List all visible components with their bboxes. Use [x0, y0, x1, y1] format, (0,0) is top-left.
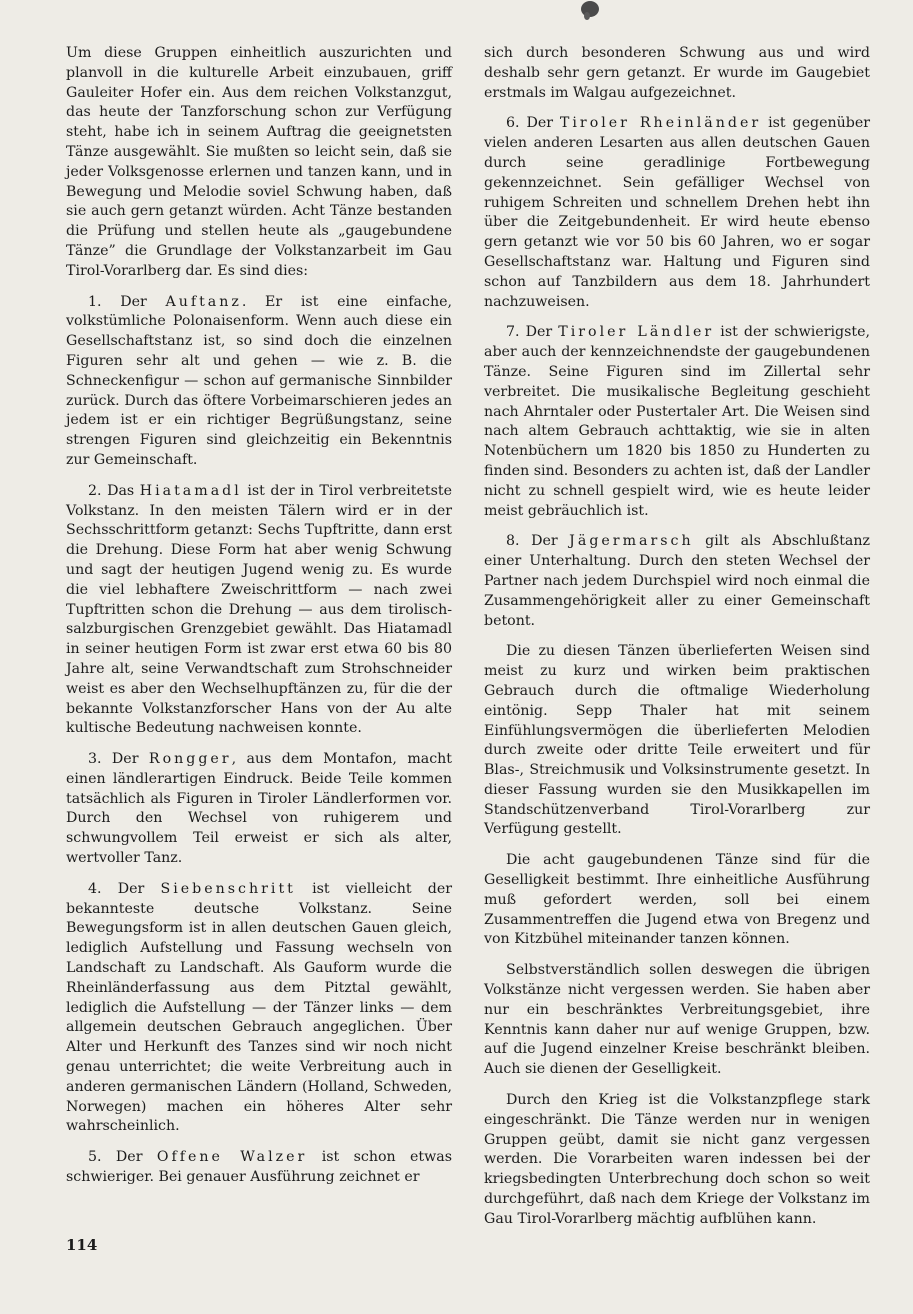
- paragraph-text: Um diese Gruppen einheitlich auszurichten und planvoll in die kulturelle Arbeit einzubauen, griff Gauleiter Hofer ein. Aus dem reichen Volkstanzgut, das heute der Tanzforschung schon zur Verfügung steht, habe ich in seinem Auftrag die geeignetsten Tänze ausgewählt. Sie mußten so leicht sein, daß sie jeder Volksgenosse erlernen und tanzen kann, und in Bewegung und Melodie soviel Schwung haben, daß sie auch gern getanzt würden. Acht Tänze bestanden die Prüfung und stellen heute als „gaugebundene Tänze” die Grundlage der Volkstanzarbeit im Gau Tirol-Vorarlberg dar. Es sind dies:: [66, 45, 452, 279]
- paragraph-text: ist vielleicht der bekannteste deutsche Volkstanz. Seine Bewegungsform ist in allen deutschen Gauen gleich, lediglich Aufstellung und Fassung wechseln von Landschaft zu Landschaft. Als Gauform wurde die Rheinländerfassung aus dem Pitztal gewählt, lediglich die Aufstellung — der Tänzer links — dem allgemein deutschen Gebrauch angeglichen. Über Alter und Herkunft des Tanzes sind wir noch nicht genau unterrichtet; die weite Verbreitung auch in anderen germanischen Ländern (Holland, Schweden, Norwegen) machen ein höheres Alter sehr wahrscheinlich.: [66, 880, 452, 1135]
- dance-name: Tiroler Ländler: [558, 324, 715, 341]
- paragraph-text: ist gegenüber vielen anderen Lesarten aus allen deutschen Gauen durch seine geradlinige Fortbewegung gekennzeichnet. Sein gefälliger Wechsel von ruhigem Schreiten und schnellem Drehen hebt ihn über die Zeitgebundenheit. Er wird heute ebenso gern getanzt wie vor 50 bis 60 Jahren, wo er sogar Gesellschaftstanz war. Haltung und Figuren sind schon auf Tanzbildern aus dem 18. Jahrhundert nachzuweisen.: [484, 115, 871, 310]
- paragraph-lead: 1. Der: [88, 293, 166, 310]
- melodies-paragraph: [484, 642, 870, 840]
- dance-laendler-paragraph: [484, 323, 870, 521]
- paragraph-text: Die zu diesen Tänzen überlieferten Weisen sind meist zu kurz und wirken beim praktischen Gebrauch durch die oftmalige Wiederholung eintönig. Sepp Thaler hat mit seinem Einfühlungsvermögen die überlieferten Melodien durch zweite oder dritte Teile erweitert und für Blas-, Streichmusik und Volksinstrumente gesetzt. In dieser Fassung wurden sie den Musikkapellen im Standschützenverband Tirol-Vorarlberg zur Verfügung gestellt.: [484, 643, 870, 838]
- paragraph-text: ist der in Tirol verbreitetste Volkstanz. In den meisten Tälern wird er in der Sechsschrittform getanzt: Sechs Tupftritte, dann erst die Drehung. Diese Form hat aber wenig Schwung und sagt der heutigen Jugend wenig zu. Es wurde die viel lebhaftere Zweischrittform — nach zwei Tupftritten schon die Drehung — aus dem tirolisch-salzburgischen Grenzgebiet gewählt. Das Hiatamadl in seiner heutigen Form ist zwar erst etwa 60 bis 80 Jahre alt, seine Verwandtschaft zum Strohschneider weist es aber den Wechselhupftänzen zu, für die der bekannte Volkstanzforscher Hans von der Au alte kultische Bedeutung nachweisen konnte.: [66, 482, 452, 737]
- dance-name: Siebenschritt: [160, 880, 296, 897]
- paragraph-text: ist schon etwas schwieriger. Bei genauer Ausführung zeichnet er: [66, 1149, 453, 1186]
- dance-name: Hiatamadl: [139, 482, 242, 499]
- left-column: [66, 44, 452, 1199]
- war-paragraph: [484, 1091, 870, 1230]
- paragraph-text: gilt als Abschlußtanz einer Unterhaltung. Durch den steten Wechsel der Partner nach jedem Durchspiel wird noch einmal die Zusammengehörigkeit aller zu einer Gemeinschaft betont.: [484, 533, 871, 629]
- dance-name: Auftanz: [165, 293, 242, 310]
- dance-rongger-paragraph: [66, 750, 452, 869]
- dance-name: Offene Walzer: [156, 1149, 308, 1166]
- right-column: [484, 44, 870, 1241]
- paragraph-text: Durch den Krieg ist die Volkstanzpflege stark eingeschränkt. Die Tänze werden nur in wenigen Gruppen geübt, damit sie nicht ganz vergessen werden. Die Vorarbeiten waren indessen bei der kriegsbedingten Unterbrechung doch schon so weit durchgeführt, daß nach dem Kriege der Volkstanz im Gau Tirol-Vorarlberg mächtig aufblühen kann.: [484, 1092, 870, 1227]
- paragraph-text: Selbstverständlich sollen deswegen die übrigen Volkstänze nicht vergessen werden. Sie haben aber nur ein beschränktes Verbreitungsgebiet, ihre Kenntnis kann daher nur auf wenige Gruppen, bzw. auf die Jugend einzelner Kreise beschränkt bleiben. Auch sie dienen der Geselligkeit.: [484, 962, 870, 1078]
- paragraph-text: sich durch besonderen Schwung aus und wird deshalb sehr gern getanzt. Er wurde im Gaugebiet erstmals im Walgau aufgezeichnet.: [484, 45, 870, 101]
- other-dances-paragraph: [484, 961, 870, 1080]
- dance-jaegermarsch-paragraph: [484, 532, 870, 631]
- ink-speck: [578, 0, 602, 24]
- paragraph-text: ist der schwierigste, aber auch der kennzeichnendste der gaugebundenen Tänze. Seine Figuren sind im Zillertal sehr verbreitet. Die musikalische Begleitung geschieht nach Ahrntaler oder Pustertaler Art. Die Weisen sind nach altem Gebrauch achttaktig, wie sie in alten Notenbüchern um 1820 bis 1850 zu Hunderten zu finden sind. Besonders zu achten ist, daß der Landler nicht zu schnell gespielt wird, wie es heute leider meist gebräuchlich ist.: [484, 324, 870, 519]
- continued-paragraph: [484, 44, 870, 103]
- paragraph-lead: 2. Das: [88, 482, 140, 499]
- paragraph-text: , aus dem Montafon, macht einen ländlerartigen Eindruck. Beide Teile kommen tatsächlich als Figuren in Tiroler Ländlerformen vor. Durch den Wechsel von ruhigerem und schwungvollem Teil erweist er sich als alter, wertvoller Tanz.: [66, 751, 453, 867]
- paragraph-text: Die acht gaugebundenen Tänze sind für die Geselligkeit bestimmt. Ihre einheitliche Ausführung muß gefordert werden, soll bei einem Zusammentreffen die Jugend etwa von Bregenz und von Kitzbühel miteinander tanzen können.: [484, 852, 870, 948]
- paragraph-text: . Er ist eine einfache, volkstümliche Polonaisenform. Wenn auch diese ein Gesellschaftstanz ist, so sind doch die einzelnen Figuren sehr alt und gehen — wie z. B. die Schneckenfigur — schon auf germanische Sinnbilder zurück. Durch das öftere Vorbeimarschieren jedes an jedem ist er ein richtiger Begrüßungstanz, seine strengen Figuren sind gleichzeitig ein Bekenntnis zur Gemeinschaft.: [66, 293, 452, 468]
- dance-rheinlaender-paragraph: [484, 114, 870, 312]
- paragraph-lead: 5. Der: [88, 1149, 157, 1166]
- dance-hiatamadl-paragraph: [66, 482, 452, 739]
- paragraph-lead: 4. Der: [88, 880, 161, 897]
- page-number: 114: [66, 1236, 98, 1254]
- dance-offener-walzer-paragraph: [66, 1148, 452, 1188]
- dance-siebenschritt-paragraph: [66, 880, 452, 1137]
- dance-name: Tiroler Rheinländer: [559, 115, 762, 132]
- paragraph-lead: 7. Der: [506, 324, 559, 341]
- paragraph-lead: 8. Der: [506, 533, 570, 550]
- dance-name: Jägermarsch: [569, 533, 694, 550]
- dance-name: Rongger: [148, 751, 232, 768]
- paragraph-lead: 3. Der: [88, 751, 149, 768]
- sociability-paragraph: [484, 851, 870, 950]
- paragraph-lead: 6. Der: [506, 115, 560, 132]
- dance-auftanz-paragraph: [66, 293, 452, 471]
- intro-paragraph: [66, 44, 452, 282]
